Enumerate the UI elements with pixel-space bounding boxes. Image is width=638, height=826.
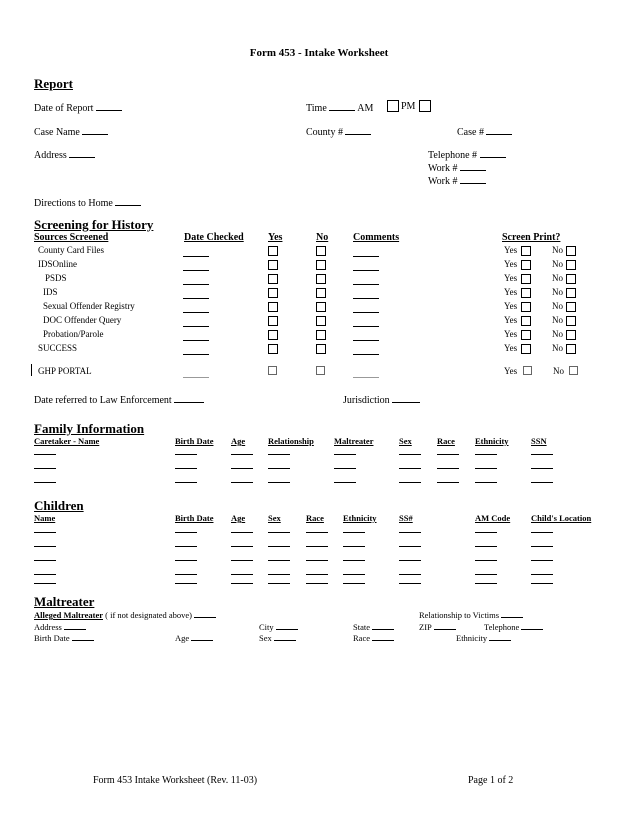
- table-cell-field[interactable]: [437, 482, 459, 483]
- table-cell-field[interactable]: [531, 560, 553, 561]
- column-header: Age: [231, 436, 246, 446]
- m-race-field[interactable]: [372, 631, 394, 641]
- table-cell-field[interactable]: [437, 468, 459, 469]
- date-checked-field[interactable]: [183, 340, 209, 341]
- print-no-checkbox[interactable]: [566, 330, 576, 340]
- date-of-report-field[interactable]: [96, 101, 122, 111]
- column-header: Birth Date: [175, 436, 214, 446]
- comments-field[interactable]: [353, 354, 379, 355]
- source-label: IDS: [43, 287, 58, 297]
- table-cell-field[interactable]: [475, 482, 497, 483]
- date-checked-field[interactable]: [183, 270, 209, 271]
- m-city-field[interactable]: [276, 620, 298, 630]
- case-name-field[interactable]: [82, 125, 108, 135]
- jurisdiction-field[interactable]: [392, 393, 420, 403]
- table-cell-field[interactable]: [34, 560, 56, 561]
- column-header: Race: [306, 513, 324, 523]
- ghp-date-field[interactable]: [183, 377, 209, 378]
- source-label: SUCCESS: [38, 343, 78, 353]
- print-no-label: No: [552, 329, 563, 339]
- footer-form-id: Form 453 Intake Worksheet (Rev. 11-03): [93, 775, 258, 786]
- time-label: Time AM: [306, 103, 374, 114]
- screening-heading: Screening for History: [34, 217, 154, 232]
- table-cell-field[interactable]: [343, 574, 365, 575]
- print-yes-label: Yes: [504, 273, 518, 283]
- ghp-print-yes-checkbox[interactable]: [523, 366, 532, 375]
- comments-field[interactable]: [353, 284, 379, 285]
- col-yes: Yes: [268, 232, 283, 243]
- print-yes-checkbox[interactable]: [521, 302, 531, 312]
- table-cell-field[interactable]: [175, 574, 197, 575]
- table-cell-field[interactable]: [231, 546, 253, 547]
- table-cell-field[interactable]: [475, 454, 497, 455]
- found-yes-checkbox[interactable]: [268, 302, 278, 312]
- time-field[interactable]: [329, 101, 355, 111]
- table-cell-field[interactable]: [268, 560, 290, 561]
- directions-field[interactable]: [115, 196, 141, 206]
- found-no-checkbox[interactable]: [316, 316, 326, 326]
- table-cell-field[interactable]: [175, 583, 197, 584]
- column-header: Child's Location: [531, 513, 592, 523]
- m-sex-field[interactable]: [274, 631, 296, 641]
- column-header: Sex: [268, 513, 281, 523]
- found-no-checkbox[interactable]: [316, 344, 326, 354]
- table-cell-field[interactable]: [531, 482, 553, 483]
- table-cell-field[interactable]: [399, 560, 421, 561]
- column-header: Race: [437, 436, 455, 446]
- table-cell-field[interactable]: [306, 583, 328, 584]
- date-checked-field[interactable]: [183, 298, 209, 299]
- column-header: SS#: [399, 513, 413, 523]
- print-yes-label: Yes: [504, 315, 518, 325]
- print-no-label: No: [552, 245, 563, 255]
- ghp-portal-label: GHP PORTAL: [38, 366, 92, 376]
- found-no-checkbox[interactable]: [316, 260, 326, 270]
- date-checked-field[interactable]: [183, 354, 209, 355]
- table-cell-field[interactable]: [175, 560, 197, 561]
- family-heading: Family Information: [34, 421, 145, 436]
- source-label: DOC Offender Query: [43, 315, 122, 325]
- table-cell-field[interactable]: [475, 532, 497, 533]
- column-header: Ethnicity: [343, 513, 377, 523]
- print-yes-checkbox[interactable]: [521, 316, 531, 326]
- print-yes-label: Yes: [504, 329, 518, 339]
- maltreater-heading: Maltreater: [34, 594, 95, 609]
- table-cell-field[interactable]: [475, 560, 497, 561]
- table-cell-field[interactable]: [399, 468, 421, 469]
- col-sources-screened: Sources Screened: [34, 232, 109, 243]
- print-yes-checkbox[interactable]: [521, 330, 531, 340]
- table-cell-field[interactable]: [268, 532, 290, 533]
- table-cell-field[interactable]: [306, 532, 328, 533]
- table-cell-field[interactable]: [399, 532, 421, 533]
- found-no-checkbox[interactable]: [316, 274, 326, 284]
- table-cell-field[interactable]: [231, 468, 253, 469]
- found-yes-checkbox[interactable]: [268, 246, 278, 256]
- law-referral-label: Date referred to Law Enforcement: [34, 393, 204, 406]
- table-cell-field[interactable]: [531, 583, 553, 584]
- am-checkbox[interactable]: [387, 100, 399, 112]
- table-cell-field[interactable]: [34, 468, 56, 469]
- m-state-label: State: [353, 620, 394, 632]
- comments-field[interactable]: [353, 340, 379, 341]
- m-address-field[interactable]: [64, 620, 86, 630]
- m-ethnicity-label: Ethnicity: [456, 631, 511, 643]
- table-cell-field[interactable]: [334, 454, 356, 455]
- source-label: Sexual Offender Registry: [43, 301, 135, 311]
- table-cell-field[interactable]: [531, 454, 553, 455]
- column-header: Ethnicity: [475, 436, 509, 446]
- comments-field[interactable]: [353, 270, 379, 271]
- found-no-checkbox[interactable]: [316, 302, 326, 312]
- print-no-checkbox[interactable]: [566, 288, 576, 298]
- column-header: Age: [231, 513, 246, 523]
- telephone-label: Telephone #: [428, 148, 506, 161]
- table-cell-field[interactable]: [175, 468, 197, 469]
- table-cell-field[interactable]: [268, 574, 290, 575]
- county-field[interactable]: [345, 125, 371, 135]
- table-cell-field[interactable]: [268, 546, 290, 547]
- table-cell-field[interactable]: [399, 583, 421, 584]
- date-checked-field[interactable]: [183, 284, 209, 285]
- ghp-comments-field[interactable]: [353, 377, 379, 378]
- found-yes-checkbox[interactable]: [268, 260, 278, 270]
- m-age-field[interactable]: [191, 631, 213, 641]
- table-cell-field[interactable]: [343, 560, 365, 561]
- column-header: Sex: [399, 436, 412, 446]
- table-cell-field[interactable]: [34, 454, 56, 455]
- m-zip-field[interactable]: [434, 620, 456, 630]
- table-cell-field[interactable]: [531, 546, 553, 547]
- table-cell-field[interactable]: [175, 482, 197, 483]
- found-no-checkbox[interactable]: [316, 246, 326, 256]
- table-cell-field[interactable]: [343, 583, 365, 584]
- table-cell-field[interactable]: [531, 532, 553, 533]
- county-label: County #: [306, 125, 371, 138]
- table-cell-field[interactable]: [343, 532, 365, 533]
- comments-field[interactable]: [353, 256, 379, 257]
- print-no-checkbox[interactable]: [566, 302, 576, 312]
- table-cell-field[interactable]: [175, 546, 197, 547]
- table-cell-field[interactable]: [34, 482, 56, 483]
- source-label: County Card Files: [38, 245, 105, 255]
- source-label: PSDS: [45, 273, 67, 283]
- work2-label: Work #: [428, 174, 486, 187]
- ghp-yes-checkbox[interactable]: [268, 366, 277, 375]
- print-yes-checkbox[interactable]: [521, 274, 531, 284]
- children-heading: Children: [34, 498, 84, 513]
- law-referral-field[interactable]: [174, 393, 204, 403]
- work2-field[interactable]: [460, 174, 486, 184]
- work1-label: Work #: [428, 161, 486, 174]
- col-no: No: [316, 232, 329, 243]
- column-header: Maltreater: [334, 436, 374, 446]
- table-cell-field[interactable]: [175, 454, 197, 455]
- column-header: Name: [34, 513, 56, 523]
- case-num-field[interactable]: [486, 125, 512, 135]
- print-no-checkbox[interactable]: [566, 246, 576, 256]
- telephone-field[interactable]: [480, 148, 506, 158]
- form-title: Form 453 - Intake Worksheet: [249, 47, 389, 59]
- date-checked-field[interactable]: [183, 326, 209, 327]
- text-cursor: [31, 364, 32, 376]
- table-cell-field[interactable]: [399, 482, 421, 483]
- table-cell-field[interactable]: [231, 574, 253, 575]
- table-cell-field[interactable]: [334, 468, 356, 469]
- print-no-label: No: [552, 343, 563, 353]
- relationship-label: Relationship to Victims: [419, 608, 523, 620]
- source-label: IDSOnline: [38, 259, 77, 269]
- print-yes-checkbox[interactable]: [521, 260, 531, 270]
- column-header: Caretaker - Name: [34, 436, 100, 446]
- print-yes-checkbox[interactable]: [521, 344, 531, 354]
- table-cell-field[interactable]: [231, 583, 253, 584]
- table-cell-field[interactable]: [475, 468, 497, 469]
- report-heading: Report: [34, 76, 73, 91]
- comments-field[interactable]: [353, 298, 379, 299]
- found-yes-checkbox[interactable]: [268, 344, 278, 354]
- column-header: SSN: [531, 436, 547, 446]
- print-no-label: No: [552, 273, 563, 283]
- jurisdiction-label: Jurisdiction: [343, 393, 420, 406]
- col-date-checked: Date Checked: [184, 232, 244, 243]
- print-no-checkbox[interactable]: [566, 260, 576, 270]
- print-yes-label: Yes: [504, 245, 518, 255]
- m-ethnicity-field[interactable]: [489, 631, 511, 641]
- ghp-print-yes-label: Yes: [504, 366, 518, 376]
- found-yes-checkbox[interactable]: [268, 316, 278, 326]
- pm-checkbox[interactable]: [419, 100, 431, 112]
- m-age-label: Age: [175, 631, 213, 643]
- case-num-label: Case #: [457, 125, 512, 138]
- date-checked-field[interactable]: [183, 312, 209, 313]
- table-cell-field[interactable]: [268, 583, 290, 584]
- ghp-no-checkbox[interactable]: [316, 366, 325, 375]
- ghp-print-no-label: No: [553, 366, 564, 376]
- print-no-checkbox[interactable]: [566, 344, 576, 354]
- table-cell-field[interactable]: [268, 454, 290, 455]
- print-no-label: No: [552, 315, 563, 325]
- table-cell-field[interactable]: [475, 546, 497, 547]
- relationship-field[interactable]: [501, 608, 523, 618]
- m-telephone-field[interactable]: [521, 620, 543, 630]
- table-cell-field[interactable]: [231, 482, 253, 483]
- print-yes-label: Yes: [504, 287, 518, 297]
- directions-label: Directions to Home: [34, 196, 141, 209]
- address-field[interactable]: [69, 148, 95, 158]
- m-state-field[interactable]: [372, 620, 394, 630]
- table-cell-field[interactable]: [175, 532, 197, 533]
- col-comments: Comments: [353, 232, 400, 243]
- alleged-maltreater-label: Alleged Maltreater ( if not designated above): [34, 608, 216, 620]
- table-cell-field[interactable]: [34, 583, 56, 584]
- print-yes-checkbox[interactable]: [521, 246, 531, 256]
- m-race-label: Race: [353, 631, 394, 643]
- print-no-label: No: [552, 287, 563, 297]
- work1-field[interactable]: [460, 161, 486, 171]
- col-screen-print: Screen Print?: [502, 232, 561, 243]
- table-cell-field[interactable]: [334, 482, 356, 483]
- pm-label: PM: [401, 101, 416, 112]
- found-no-checkbox[interactable]: [316, 288, 326, 298]
- m-zip-label: ZIP: [419, 620, 456, 632]
- print-yes-label: Yes: [504, 301, 518, 311]
- found-yes-checkbox[interactable]: [268, 288, 278, 298]
- table-cell-field[interactable]: [306, 560, 328, 561]
- table-cell-field[interactable]: [268, 482, 290, 483]
- column-header: Relationship: [268, 436, 314, 446]
- print-yes-label: Yes: [504, 259, 518, 269]
- found-yes-checkbox[interactable]: [268, 274, 278, 284]
- m-address-label: Address: [34, 620, 86, 632]
- table-cell-field[interactable]: [399, 546, 421, 547]
- table-cell-field[interactable]: [475, 574, 497, 575]
- table-cell-field[interactable]: [437, 454, 459, 455]
- found-no-checkbox[interactable]: [316, 330, 326, 340]
- print-yes-checkbox[interactable]: [521, 288, 531, 298]
- case-name-label: Case Name: [34, 125, 108, 138]
- comments-field[interactable]: [353, 326, 379, 327]
- table-cell-field[interactable]: [231, 532, 253, 533]
- footer-page-number: Page 1 of 2: [468, 775, 514, 786]
- m-birth-date-field[interactable]: [72, 631, 94, 641]
- source-label: Probation/Parole: [43, 329, 104, 339]
- table-cell-field[interactable]: [231, 454, 253, 455]
- table-cell-field[interactable]: [34, 532, 56, 533]
- table-cell-field[interactable]: [531, 574, 553, 575]
- print-no-label: No: [552, 259, 563, 269]
- table-cell-field[interactable]: [399, 574, 421, 575]
- print-no-checkbox[interactable]: [566, 274, 576, 284]
- column-header: Birth Date: [175, 513, 214, 523]
- table-cell-field[interactable]: [306, 574, 328, 575]
- m-sex-label: Sex: [259, 631, 296, 643]
- found-yes-checkbox[interactable]: [268, 330, 278, 340]
- m-telephone-label: Telephone: [484, 620, 543, 632]
- table-cell-field[interactable]: [531, 468, 553, 469]
- print-no-label: No: [552, 301, 563, 311]
- alleged-maltreater-field[interactable]: [194, 608, 216, 618]
- print-yes-label: Yes: [504, 343, 518, 353]
- table-cell-field[interactable]: [34, 574, 56, 575]
- table-cell-field[interactable]: [268, 468, 290, 469]
- print-no-checkbox[interactable]: [566, 316, 576, 326]
- table-cell-field[interactable]: [231, 560, 253, 561]
- m-city-label: City: [259, 620, 298, 632]
- table-cell-field[interactable]: [306, 546, 328, 547]
- date-of-report-label: Date of Report: [34, 101, 122, 114]
- table-cell-field[interactable]: [399, 454, 421, 455]
- comments-field[interactable]: [353, 312, 379, 313]
- address-label: Address: [34, 148, 95, 161]
- m-birth-date-label: Birth Date: [34, 631, 94, 643]
- column-header: AM Code: [475, 513, 511, 523]
- table-cell-field[interactable]: [475, 583, 497, 584]
- date-checked-field[interactable]: [183, 256, 209, 257]
- ghp-print-no-checkbox[interactable]: [569, 366, 578, 375]
- table-cell-field[interactable]: [34, 546, 56, 547]
- table-cell-field[interactable]: [343, 546, 365, 547]
